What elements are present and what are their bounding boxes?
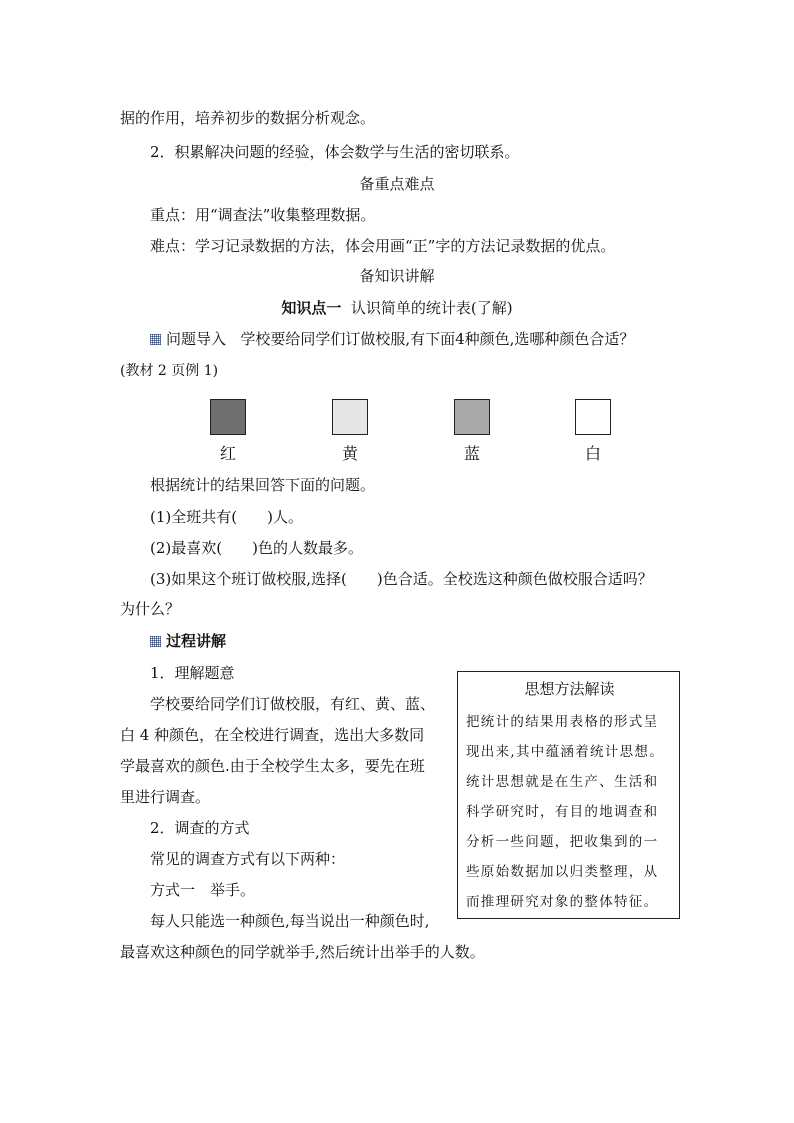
method-note-box [457, 671, 680, 919]
color-swatch-blue [454, 399, 490, 435]
color-label-yellow: 黄 [341, 444, 358, 463]
answer-prompt: 根据统计的结果回答下面的问题。 [150, 476, 376, 494]
step2-line-4: 最喜欢这种颜色的同学就举手,然后统计出举手的人数。 [120, 943, 485, 961]
method-note-line-5: 分析一些问题，把收集到的一 [466, 834, 659, 850]
method-note-line-3: 统计思想就是在生产、生活和 [466, 774, 659, 790]
question-text: 学校要给同学们订做校服,有下面4种颜色,选哪种颜色合适？ [240, 330, 635, 348]
step1-line-3: 学最喜欢的颜色.由于全校学生太多，要先在班 [120, 757, 425, 775]
question-label: 问题导入 [166, 330, 227, 348]
knowledge-point-title [0, 298, 794, 318]
color-label-red: 红 [219, 444, 236, 463]
question-intro [150, 329, 634, 349]
question-1: (1)全班共有( )人。 [150, 508, 303, 526]
step1-line-4: 里进行调查。 [120, 788, 211, 806]
step1-line-1: 学校要给同学们订做校服，有红、黄、蓝、 [150, 695, 436, 713]
difficulty-point: 难点：学习记录数据的方法，体会用画“正”字的方法记录数据的优点。 [150, 237, 616, 255]
step2-line-1: 常见的调查方式有以下两种： [150, 850, 346, 868]
grid-marker-icon [150, 334, 161, 345]
step2-title: 2．调查的方式 [150, 819, 250, 837]
question-2: (2)最喜欢( )色的人数最多。 [150, 539, 363, 557]
question-3-cont: 为什么？ [120, 600, 181, 618]
color-swatch-red [210, 399, 246, 435]
method-note-line-4: 科学研究时，有目的地调查和 [466, 804, 659, 820]
question-source: (教材 2 页例 1) [120, 363, 219, 379]
section-heading-knowledge: 备知识讲解 [359, 267, 435, 285]
knowledge-point-label: 知识点一 [281, 299, 342, 317]
intro-line-1: 据的作用，培养初步的数据分析观念。 [120, 109, 376, 127]
grid-marker-icon [150, 636, 161, 647]
intro-line-2: 2．积累解决问题的经验，体会数学与生活的密切联系。 [150, 143, 520, 161]
color-label-blue: 蓝 [463, 444, 480, 463]
step1-title: 1．理解题意 [150, 664, 235, 682]
color-swatch-white [575, 399, 611, 435]
method-note-line-1: 把统计的结果用表格的形式呈 [466, 714, 659, 730]
key-point: 重点：用“调查法”收集整理数据。 [150, 206, 376, 224]
process-heading [150, 631, 226, 651]
step1-line-2: 白 4 种颜色，在全校进行调查，选出大多数同 [120, 726, 425, 744]
knowledge-point-name: 认识简单的统计表(了解) [350, 299, 513, 317]
color-label-white: 白 [584, 444, 601, 463]
color-swatch-yellow [332, 399, 368, 435]
method-note-line-2: 现出来,其中蕴涵着统计思想。 [466, 744, 664, 760]
method-note-line-6: 些原始数据加以归类整理，从 [466, 864, 659, 880]
step2-line-3: 每人只能选一种颜色,每当说出一种颜色时, [150, 912, 430, 930]
question-3: (3)如果这个班订做校服,选择( )色合适。全校选这种颜色做校服合适吗？ [150, 570, 653, 588]
process-label: 过程讲解 [166, 632, 227, 650]
method-note-line-7: 而推理研究对象的整体特征。 [466, 894, 659, 910]
method-note-title: 思想方法解读 [524, 680, 615, 698]
step2-line-2: 方式一 举手。 [150, 881, 256, 899]
section-heading-key: 备重点难点 [359, 175, 435, 193]
